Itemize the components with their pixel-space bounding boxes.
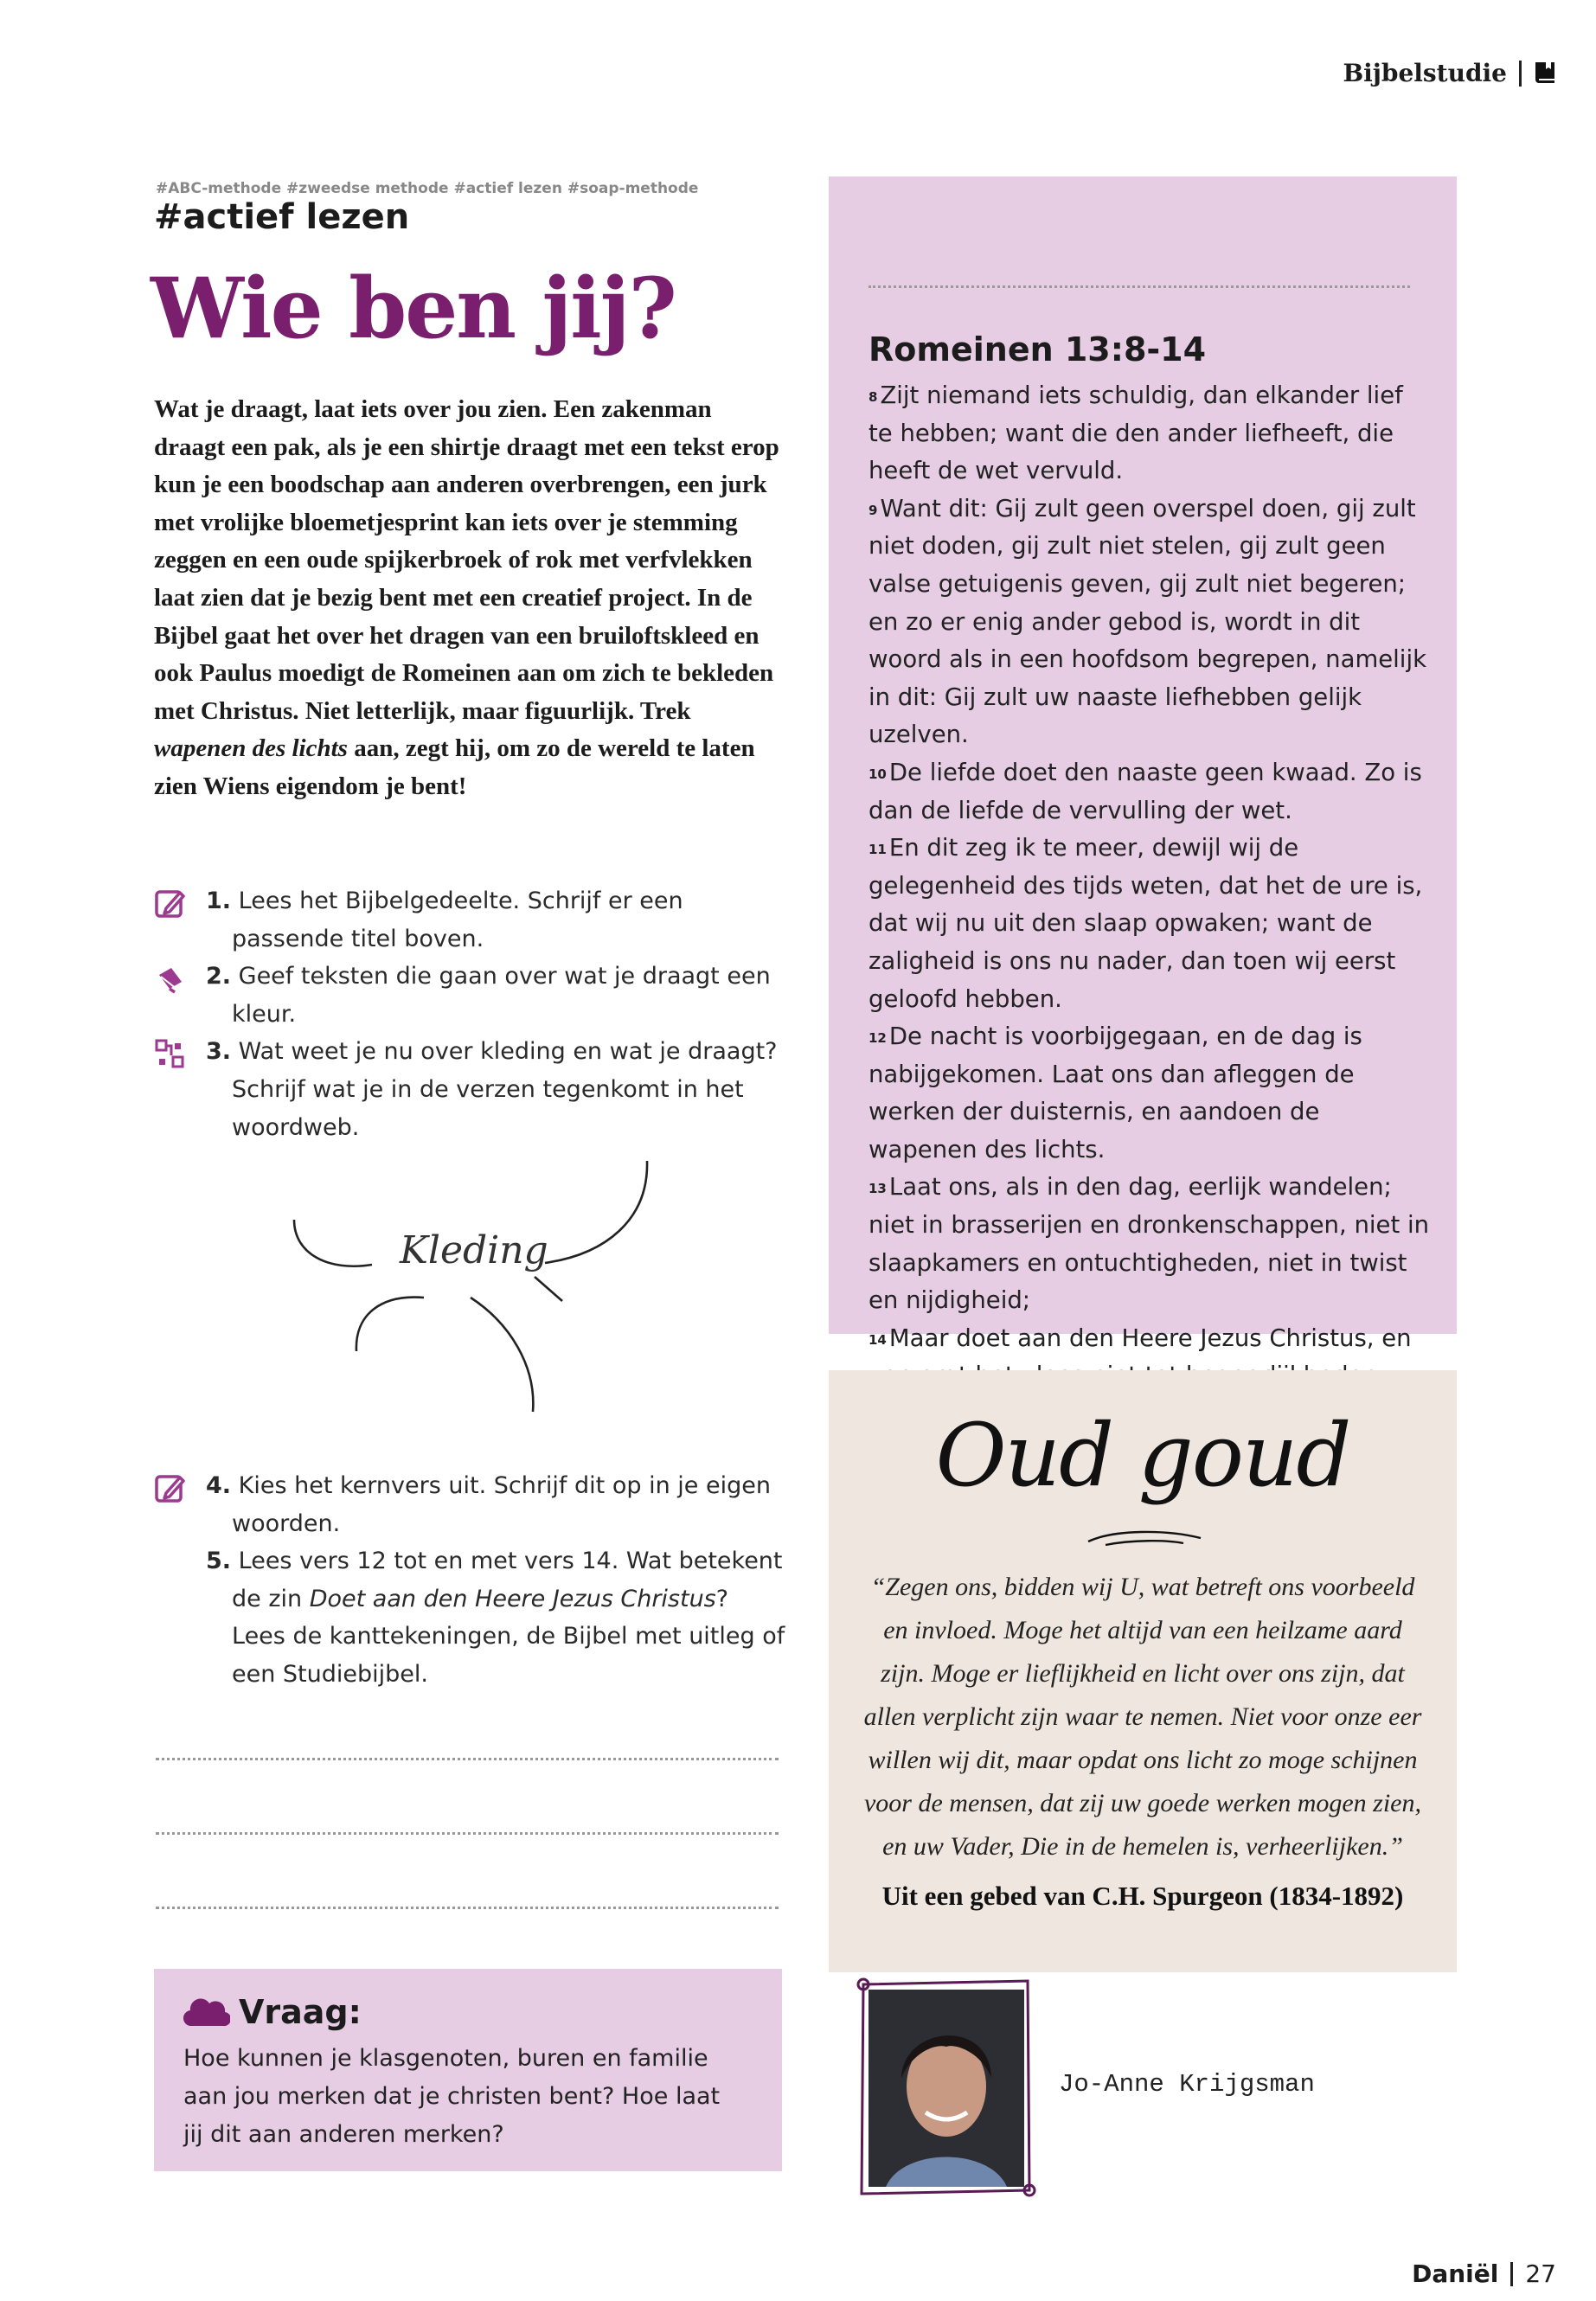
page-title: Wie ben jij?	[151, 260, 676, 357]
task-list-a	[154, 882, 785, 1146]
intro-emphasis: wapenen des lichts	[154, 734, 348, 763]
cloud-icon	[183, 1997, 230, 2028]
marker-icon	[154, 963, 187, 996]
oud-goud-source: Uit een gebed van C.H. Spurgeon (1834-1892)	[881, 1881, 1404, 1911]
task-list-b	[154, 1467, 785, 1694]
oud-goud-quote: “Zegen ons, bidden wij U, wat betreft ons voorbeeld en invloed. Moge het altijd van een heilzame aard zijn. Moge er lieflijkheid en licht over ons zijn, dat allen verplicht zijn waar te nemen. Niet voor onze eer willen wij dit, maar opdat ons licht zo moge schijnen voor de mensen, dat zij uw goede werken mogen zien, en uw Vader, Die in de hemelen is, verheerlijken.”	[863, 1573, 1422, 1861]
verse: Want dit: Gij zult geen overspel doen, gij zult niet doden, gij zult niet stelen, gij zult geen valse getuigenis geven, gij zult niet begeren; en zo er enig ander gebod is, wordt in dit woord als in een hoofdsom begrepen, namelijk in dit: Gij zult uw naaste liefhebben gelijk uzelven.	[869, 494, 1427, 749]
question-box	[154, 1969, 782, 2171]
mindmap-icon	[154, 1038, 187, 1071]
intro-paragraph: Wat je draagt, laat iets over jou zien. Een zakenman draagt een pak, als je een shirtje draagt met een tekst erop kun je een boodschap aan anderen overbrengen, een jurk met vrolijke bloemetjesprint kan iets over je stemming zeggen en een oude spijkerbroek of rok met verfvlekken laat zien dat je bezig bent met een creatief project. In de Bijbel gaat het over het dragen van een bruiloftskleed en ook Paulus moedigt de Romeinen aan om zich te bekleden met Christus. Niet letterlijk, maar figuurlijk. Trek wapenen des lichts aan, zegt hij, om zo de wereld te laten zien Wiens eigendom je bent!	[154, 395, 779, 800]
verse: De nacht is voorbijgegaan, en de dag is nabijgekomen. Laat ons dan afleggen de werken der duisternis, en aandoen de wapenen des lichts.	[869, 1022, 1362, 1163]
method-heading: #actief lezen	[154, 197, 410, 237]
bible-passage-box	[829, 176, 1457, 1352]
task-item: 2. Geef teksten die gaan over wat je draagt een kleur.	[154, 958, 785, 1033]
page-footer	[1412, 2259, 1556, 2288]
web-branch	[356, 1298, 424, 1351]
task-item: 4. Kies het kernvers uit. Schrijf dit op in je eigen woorden.	[154, 1467, 785, 1542]
bible-text: $^8$ Zijt niemand iets schuldig, dan elkander lief te hebben; want die den ander liefheeft, die heeft de wet vervuld. $^9$ Want dit: Gij zult geen overspel doen, gij zult niet doden, gij zult niet stelen, gij zult geen valse getuigenis geven, gij zult niet begeren; en zo er enig ander gebod is, wordt in dit woord als in een hoofdsom begrepen, namelijk in dit: Gij zult uw naaste liefhebben gelijk uzelven. $^{10}$ De liefde doet den naaste geen kwaad. Zo is dan de liefde de vervulling der wet. $^{11}$ En dit zeg ik te meer, dewijl wij de gelegenheid des tijds weten, dat het de ure is, dat wij nu uit den slaap opwaken; want de zaligheid is ons nu nader, dan toen wij eerst geloofd hebben. $^{12}$ De nacht is voorbijgegaan, en de dag is nabijgekomen. Laat ons dan afleggen de werken der duisternis, en aandoen de wapenen des lichts. $^{13}$ Laat ons, als in den dag, eerlijk wandelen; niet in brasserijen en dronkenschappen, niet in slaapkamers en ontuchtigheden, niet in twist en nijdigheid; $^{14}$ Maar doet aan den Heere Jezus Christus, en	[869, 377, 1431, 1395]
edit-icon	[154, 1472, 187, 1505]
title-line[interactable]	[869, 285, 1410, 288]
task-item: 1. Lees het Bijbelgedeelte. Schrijf er een passende titel boven.	[154, 882, 785, 958]
web-branch	[545, 1161, 647, 1263]
web-branch	[471, 1298, 533, 1412]
verse: Laat ons, als in den dag, eerlijk wandelen; niet in brasserijen en dronkenschappen, niet in slaapkamers en ontuchtigheden, niet in twist en nijdigheid;	[869, 1173, 1430, 1315]
verse: Zijt niemand iets schuldig, dan elkander lief te hebben; want die den ander liefheeft, die heeft de wet vervuld.	[869, 381, 1403, 485]
verse: En dit zeg ik te meer, dewijl wij de gelegenheid des tijds weten, dat het de ure is, dat wij nu uit den slaap opwaken; want de zaligheid is ons nu nader, dan toen wij eerst geloofd hebben.	[869, 834, 1423, 1013]
section-title: Bijbelstudie	[1343, 59, 1507, 87]
word-web-center: Kleding	[400, 1228, 548, 1272]
method-tags: #ABC-methode #zweedse methode #actief lezen #soap-methode	[156, 180, 699, 197]
edit-icon	[154, 888, 187, 920]
answer-line[interactable]	[156, 1758, 779, 1760]
swash-ornament	[1080, 1526, 1209, 1552]
question-text: Hoe kunnen je klasgenoten, buren en familie aan jou merken dat je christen bent? Hoe laat jij dit aan anderen merken?	[183, 2045, 721, 2148]
magazine-name: Daniël	[1412, 2259, 1499, 2288]
oud-goud-box	[829, 1370, 1457, 1972]
task-item: 5. Lees vers 12 tot en met vers 14. Wat betekent de zin Doet aan den Heere Jezus Christus? Lees de kanttekeningen, de Bijbel met uitleg of een Studiebijbel.	[206, 1548, 785, 1688]
footer-divider	[1510, 2262, 1513, 2286]
section-header	[1343, 59, 1556, 87]
question-heading: Vraag:	[183, 1993, 362, 2031]
answer-line[interactable]	[156, 1907, 779, 1909]
book-icon	[1534, 61, 1556, 87]
author-photo	[851, 1974, 1040, 2201]
word-web	[260, 1125, 709, 1436]
author-name: Jo-Anne Krijgsman	[1059, 2070, 1315, 2099]
web-branch	[294, 1220, 372, 1266]
answer-line[interactable]	[156, 1832, 779, 1835]
header-divider	[1519, 61, 1522, 87]
web-branch	[535, 1277, 562, 1301]
bible-reference: Romeinen 13:8-14	[869, 330, 1207, 369]
oud-goud-title: Oud goud	[935, 1405, 1350, 1506]
verse: Maar doet aan den Heere Jezus Christus, en	[888, 1324, 1412, 1352]
task-item: 3. Wat weet je nu over kleding en wat je draagt? Schrijf wat je in de verzen tegenkomt in het woordweb.	[154, 1033, 785, 1146]
verse: De liefde doet den naaste geen kwaad. Zo is dan de liefde de vervulling der wet.	[869, 758, 1422, 824]
page-number: 27	[1525, 2259, 1556, 2288]
